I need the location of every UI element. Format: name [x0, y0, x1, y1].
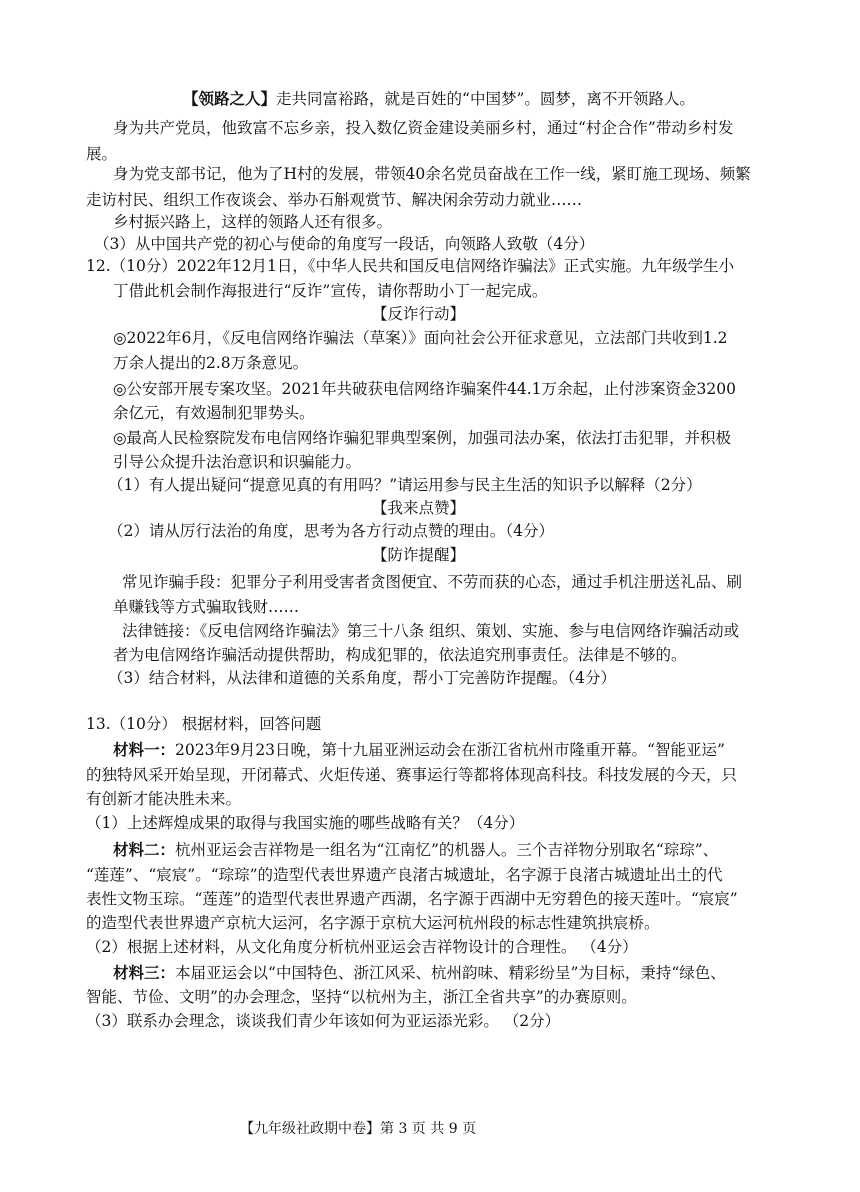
question-heading: 13.（10分） 根据材料，回答问题 [86, 715, 322, 733]
bullet-line: 引导公众提升法治意识和识骗能力。 [113, 453, 362, 471]
question-text: （1）有人提出疑问“提意见真的有用吗？”请运用参与民主生活的知识予以解释（2分） [108, 476, 702, 494]
lead-text: 走共同富裕路，就是百姓的“中国梦”。圆梦，离不开领路人。 [276, 90, 695, 108]
material-label: 材料二： [113, 840, 176, 859]
page-footer: 【九年级社政期中卷】第 3 页 共 9 页 [240, 1121, 477, 1137]
material-line: 的独特风采开始呈现，开闭幕式、火炬传递、赛事运行等都将体现高科技。科技发展的今天，只 [86, 766, 738, 784]
paragraph-line: 展。 [86, 145, 118, 163]
bullet-line: ◎公安部开展专案攻坚。2021年共破获电信网络诈骗案件44.1万余起，止付涉案资金3200 [113, 380, 736, 398]
question-text: （3）结合材料，从法律和道德的关系角度，帮小丁完善防诈提醒。（4分） [108, 669, 616, 687]
material-label: 材料一： [113, 740, 176, 759]
material-line: 材料三：本届亚运会以“中国特色、浙江风采、杭州韵味、精彩纷呈”为目标，秉持“绿色、 [113, 963, 726, 982]
lead-line [183, 88, 695, 110]
material-line: 表性文物玉琮。“莲莲”的造型代表世界遗产西湖，名字源于西湖中无穷碧色的接天莲叶。“宸宸” [86, 890, 738, 908]
question-text: （2）请从厉行法治的角度，思考为各方行动点赞的理由。（4分） [108, 522, 554, 540]
paragraph-line: 身为共产党员，他致富不忘乡亲，投入数亿资金建设美丽乡村，通过“村企合作”带动乡村发 [113, 119, 734, 137]
material-line: 法律链接：《反电信网络诈骗法》第三十八条 组织、策划、实施、参与电信网络诈骗活动或 [122, 622, 740, 640]
material-line: 智能、节俭、文明”的办会理念，坚持“以杭州为主，浙江全省共享”的办赛原则。 [86, 988, 637, 1006]
material-line: 材料二：杭州亚运会吉祥物是一组名为“江南忆”的机器人。三个吉祥物分别取名“琮琮”、 [113, 840, 719, 859]
section-title: 【反诈行动】 [372, 305, 466, 323]
material-line: 常见诈骗手段：犯罪分子利用受害者贪图便宜、不劳而获的心态，通过手机注册送礼品、刷 [122, 573, 743, 591]
lead-title: 【领路之人】 [183, 89, 277, 108]
bullet-line: ◎2022年6月，《反电信网络诈骗法（草案）》面向社会公开征求意见，立法部门共收到1.2 [113, 329, 728, 347]
section-title: 【防诈提醒】 [372, 546, 466, 564]
material-line: 单赚钱等方式骗取钱财…… [113, 598, 300, 616]
question-text: （1）上述辉煌成果的取得与我国实施的哪些战略有关？（4分） [86, 814, 525, 832]
material-line: “莲莲”、“宸宸”。“琮琮”的造型代表世界遗产良渚古城遗址，名字源于良渚古城遗址出土的代 [86, 866, 723, 884]
material-label: 材料三： [113, 963, 176, 982]
question-text: （3）联系办会理念，谈谈我们青少年该如何为亚运添光彩。 （2分） [86, 1012, 561, 1030]
material-line: 有创新才能决胜未来。 [86, 790, 242, 808]
question-heading: 丁借此机会制作海报进行“反诈”宣传，请你帮助小丁一起完成。 [113, 282, 548, 300]
question-text: （3）从中国共产党的初心与使命的角度写一段话，向领路人致敬（4分） [94, 235, 595, 253]
bullet-line: 余亿元，有效遏制犯罪势头。 [113, 404, 315, 422]
paragraph-line: 身为党支部书记，他为了H村的发展，带领40余名党员奋战在工作一线，紧盯施工现场、频繁 [113, 165, 751, 183]
material-line: 材料一：2023年9月23日晚，第十九届亚洲运动会在浙江省杭州市隆重开幕。“智能亚运” [113, 740, 725, 759]
question-heading: 12.（10分）2022年12月1日，《中华人民共和国反电信网络诈骗法》正式实施。九年级学生小 [86, 257, 735, 275]
paragraph-line: 乡村振兴路上，这样的领路人还有很多。 [113, 213, 393, 231]
question-text: （2）根据上述材料，从文化角度分析杭州亚运会吉祥物设计的合理性。 （4分） [86, 938, 638, 956]
material-line: 的造型代表世界遗产京杭大运河，名字源于京杭大运河杭州段的标志性建筑拱宸桥。 [86, 914, 660, 932]
material-line: 者为电信网络诈骗活动提供帮助，构成犯罪的，依法追究刑事责任。法律是不够的。 [113, 646, 687, 664]
section-title: 【我来点赞】 [372, 499, 466, 517]
paragraph-line: 走访村民、组织工作夜谈会、举办石斛观赏节、解决闲余劳动力就业…… [86, 191, 583, 209]
bullet-line: ◎最高人民检察院发布电信网络诈骗犯罪典型案例，加强司法办案，依法打击犯罪，并积极 [113, 429, 732, 447]
bullet-line: 万余人提出的2.8万条意见。 [113, 354, 309, 372]
